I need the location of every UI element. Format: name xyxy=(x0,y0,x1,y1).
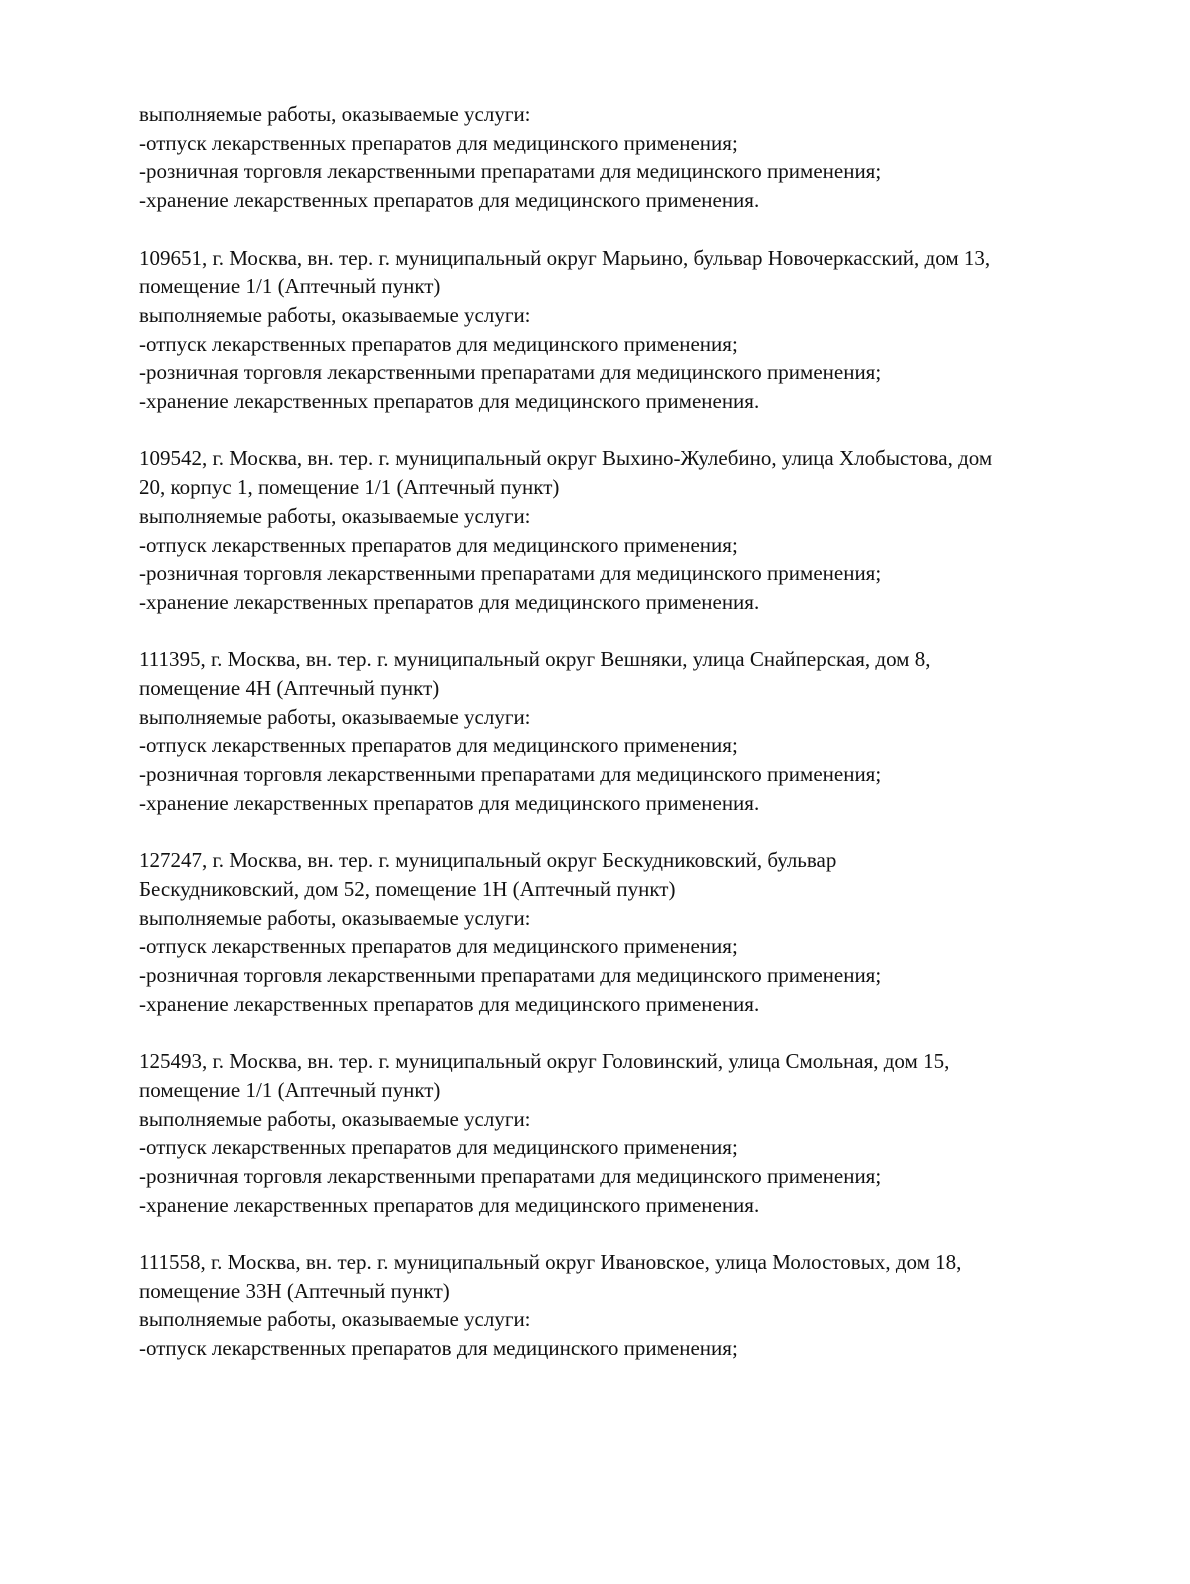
service-item: -розничная торговля лекарственными препаратами для медицинского применения; xyxy=(139,159,882,184)
pharmacy-entry xyxy=(139,846,1129,1018)
pharmacy-entry xyxy=(139,1248,1129,1363)
services-heading: выполняемые работы, оказываемые услуги: xyxy=(139,503,531,528)
service-item: -хранение лекарственных препаратов для медицинского применения. xyxy=(139,188,760,213)
service-item: -розничная торговля лекарственными препаратами для медицинского применения; xyxy=(139,762,882,787)
intro-services-block xyxy=(139,100,1129,215)
address-line: 125493, г. Москва, вн. тер. г. муниципальный округ Головинский, улица Смольная, дом 15, xyxy=(139,1049,950,1074)
services-heading: выполняемые работы, оказываемые услуги: xyxy=(139,102,531,126)
service-item: -отпуск лекарственных препаратов для медицинского применения; xyxy=(139,1336,738,1361)
services-heading: выполняемые работы, оказываемые услуги: xyxy=(139,1106,531,1131)
service-item: -хранение лекарственных препаратов для медицинского применения. xyxy=(139,389,760,414)
service-item: -отпуск лекарственных препаратов для медицинского применения; xyxy=(139,130,738,155)
services-heading: выполняемые работы, оказываемые услуги: xyxy=(139,1307,531,1332)
address-line: 111395, г. Москва, вн. тер. г. муниципальный округ Вешняки, улица Снайперская, дом 8, xyxy=(139,647,931,672)
service-item: -хранение лекарственных препаратов для медицинского применения. xyxy=(139,790,760,815)
address-line: 109651, г. Москва, вн. тер. г. муниципальный округ Марьино, бульвар Новочеркасский, дом 13, xyxy=(139,245,991,270)
address-line: 109542, г. Москва, вн. тер. г. муниципальный округ Выхино-Жулебино, улица Хлобыстова, дом xyxy=(139,446,993,471)
service-item: -отпуск лекарственных препаратов для медицинского применения; xyxy=(139,733,738,758)
address-line: 20, корпус 1, помещение 1/1 (Аптечный пункт) xyxy=(139,475,560,500)
service-item: -розничная торговля лекарственными препаратами для медицинского применения; xyxy=(139,963,882,988)
services-heading: выполняемые работы, оказываемые услуги: xyxy=(139,302,531,327)
address-line: помещение 33Н (Аптечный пункт) xyxy=(139,1278,450,1303)
service-item: -хранение лекарственных препаратов для медицинского применения. xyxy=(139,991,760,1016)
document-page xyxy=(139,100,1129,1363)
service-item: -хранение лекарственных препаратов для медицинского применения. xyxy=(139,589,760,614)
address-line: 127247, г. Москва, вн. тер. г. муниципальный округ Бескудниковский, бульвар xyxy=(139,848,837,873)
service-item: -розничная торговля лекарственными препаратами для медицинского применения; xyxy=(139,360,882,385)
services-heading: выполняемые работы, оказываемые услуги: xyxy=(139,905,531,930)
service-item: -розничная торговля лекарственными препаратами для медицинского применения; xyxy=(139,1163,882,1188)
address-line: помещение 4Н (Аптечный пункт) xyxy=(139,676,440,701)
service-item: -отпуск лекарственных препаратов для медицинского применения; xyxy=(139,532,738,557)
address-line: Бескудниковский, дом 52, помещение 1Н (Аптечный пункт) xyxy=(139,876,676,901)
service-item: -отпуск лекарственных препаратов для медицинского применения; xyxy=(139,934,738,959)
service-item: -розничная торговля лекарственными препаратами для медицинского применения; xyxy=(139,561,882,586)
address-line: помещение 1/1 (Аптечный пункт) xyxy=(139,274,441,299)
service-item: -хранение лекарственных препаратов для медицинского применения. xyxy=(139,1192,760,1217)
pharmacy-entry xyxy=(139,244,1129,416)
services-heading: выполняемые работы, оказываемые услуги: xyxy=(139,704,531,729)
pharmacy-entry xyxy=(139,645,1129,817)
pharmacy-entry xyxy=(139,444,1129,616)
service-item: -отпуск лекарственных препаратов для медицинского применения; xyxy=(139,1135,738,1160)
address-line: 111558, г. Москва, вн. тер. г. муниципальный округ Ивановское, улица Молостовых, дом 18, xyxy=(139,1250,962,1275)
pharmacy-entry xyxy=(139,1047,1129,1219)
address-line: помещение 1/1 (Аптечный пункт) xyxy=(139,1077,441,1102)
service-item: -отпуск лекарственных препаратов для медицинского применения; xyxy=(139,331,738,356)
